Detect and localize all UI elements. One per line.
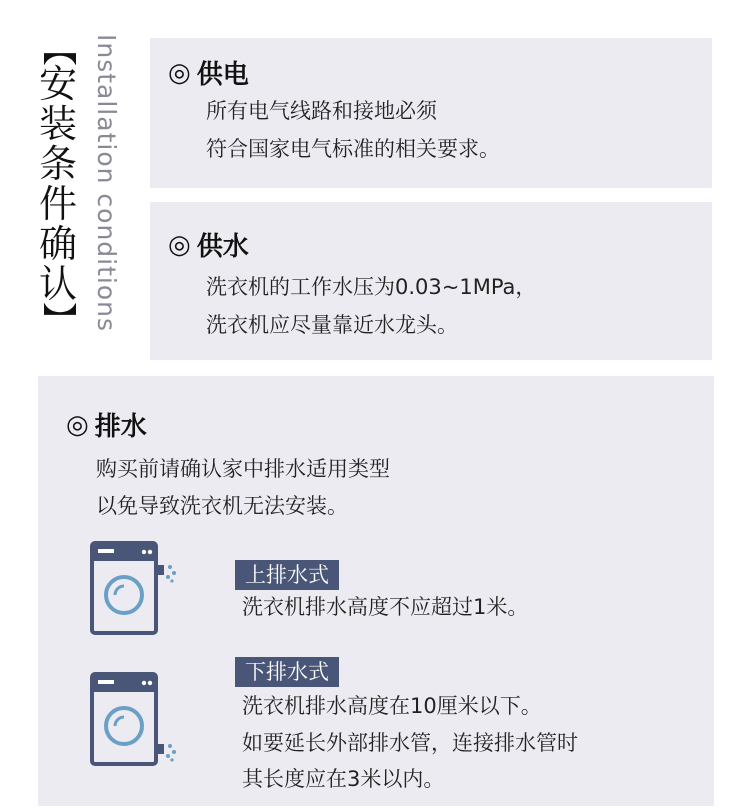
power-line: 符合国家电气标准的相关要求。 (206, 137, 500, 161)
title-char: 认 (38, 262, 77, 306)
water-supply-heading (168, 226, 249, 263)
power-title: 供电 (196, 60, 249, 90)
double-circle-icon: ◎ (168, 57, 191, 88)
top-drain-badge: 上排水式 (235, 560, 339, 590)
side-title-en: Installation conditions (92, 34, 121, 333)
bottom-drain-line: 如要延长外部排水管，连接排水管时 (242, 731, 578, 755)
drainage-line: 购买前请确认家中排水适用类型 (96, 457, 390, 481)
title-char: 确 (38, 222, 77, 266)
power-heading (168, 54, 249, 91)
power-card (150, 38, 712, 188)
water-supply-line: 洗衣机应尽量靠近水龙头。 (206, 313, 458, 337)
side-title-cn (36, 34, 80, 334)
washing-machine-top-drain-icon (88, 539, 188, 639)
title-bracket-open: 【 (38, 32, 78, 66)
top-drain-line: 洗衣机排水高度不应超过1米。 (242, 595, 529, 619)
water-supply-title: 供水 (196, 232, 249, 262)
title-char: 条 (38, 142, 77, 186)
water-supply-line: 洗衣机的工作水压为0.03~1MPa， (206, 275, 537, 299)
drainage-title: 排水 (94, 412, 147, 442)
water-supply-card (150, 202, 712, 360)
title-char: 件 (38, 182, 77, 226)
drainage-line: 以免导致洗衣机无法安装。 (96, 494, 348, 518)
bottom-drain-badge: 下排水式 (235, 657, 339, 687)
title-bracket-close: 】 (38, 302, 78, 336)
washing-machine-bottom-drain-icon (88, 670, 188, 770)
bottom-drain-line: 洗衣机排水高度在10厘米以下。 (242, 694, 542, 718)
power-line: 所有电气线路和接地必须 (206, 99, 437, 123)
bottom-drain-line: 其长度应在3米以内。 (242, 767, 445, 791)
drainage-card (38, 376, 714, 806)
title-char: 安 (38, 62, 77, 106)
double-circle-icon: ◎ (168, 229, 191, 260)
drainage-heading (66, 406, 147, 443)
title-char: 装 (38, 102, 77, 146)
double-circle-icon: ◎ (66, 409, 89, 440)
